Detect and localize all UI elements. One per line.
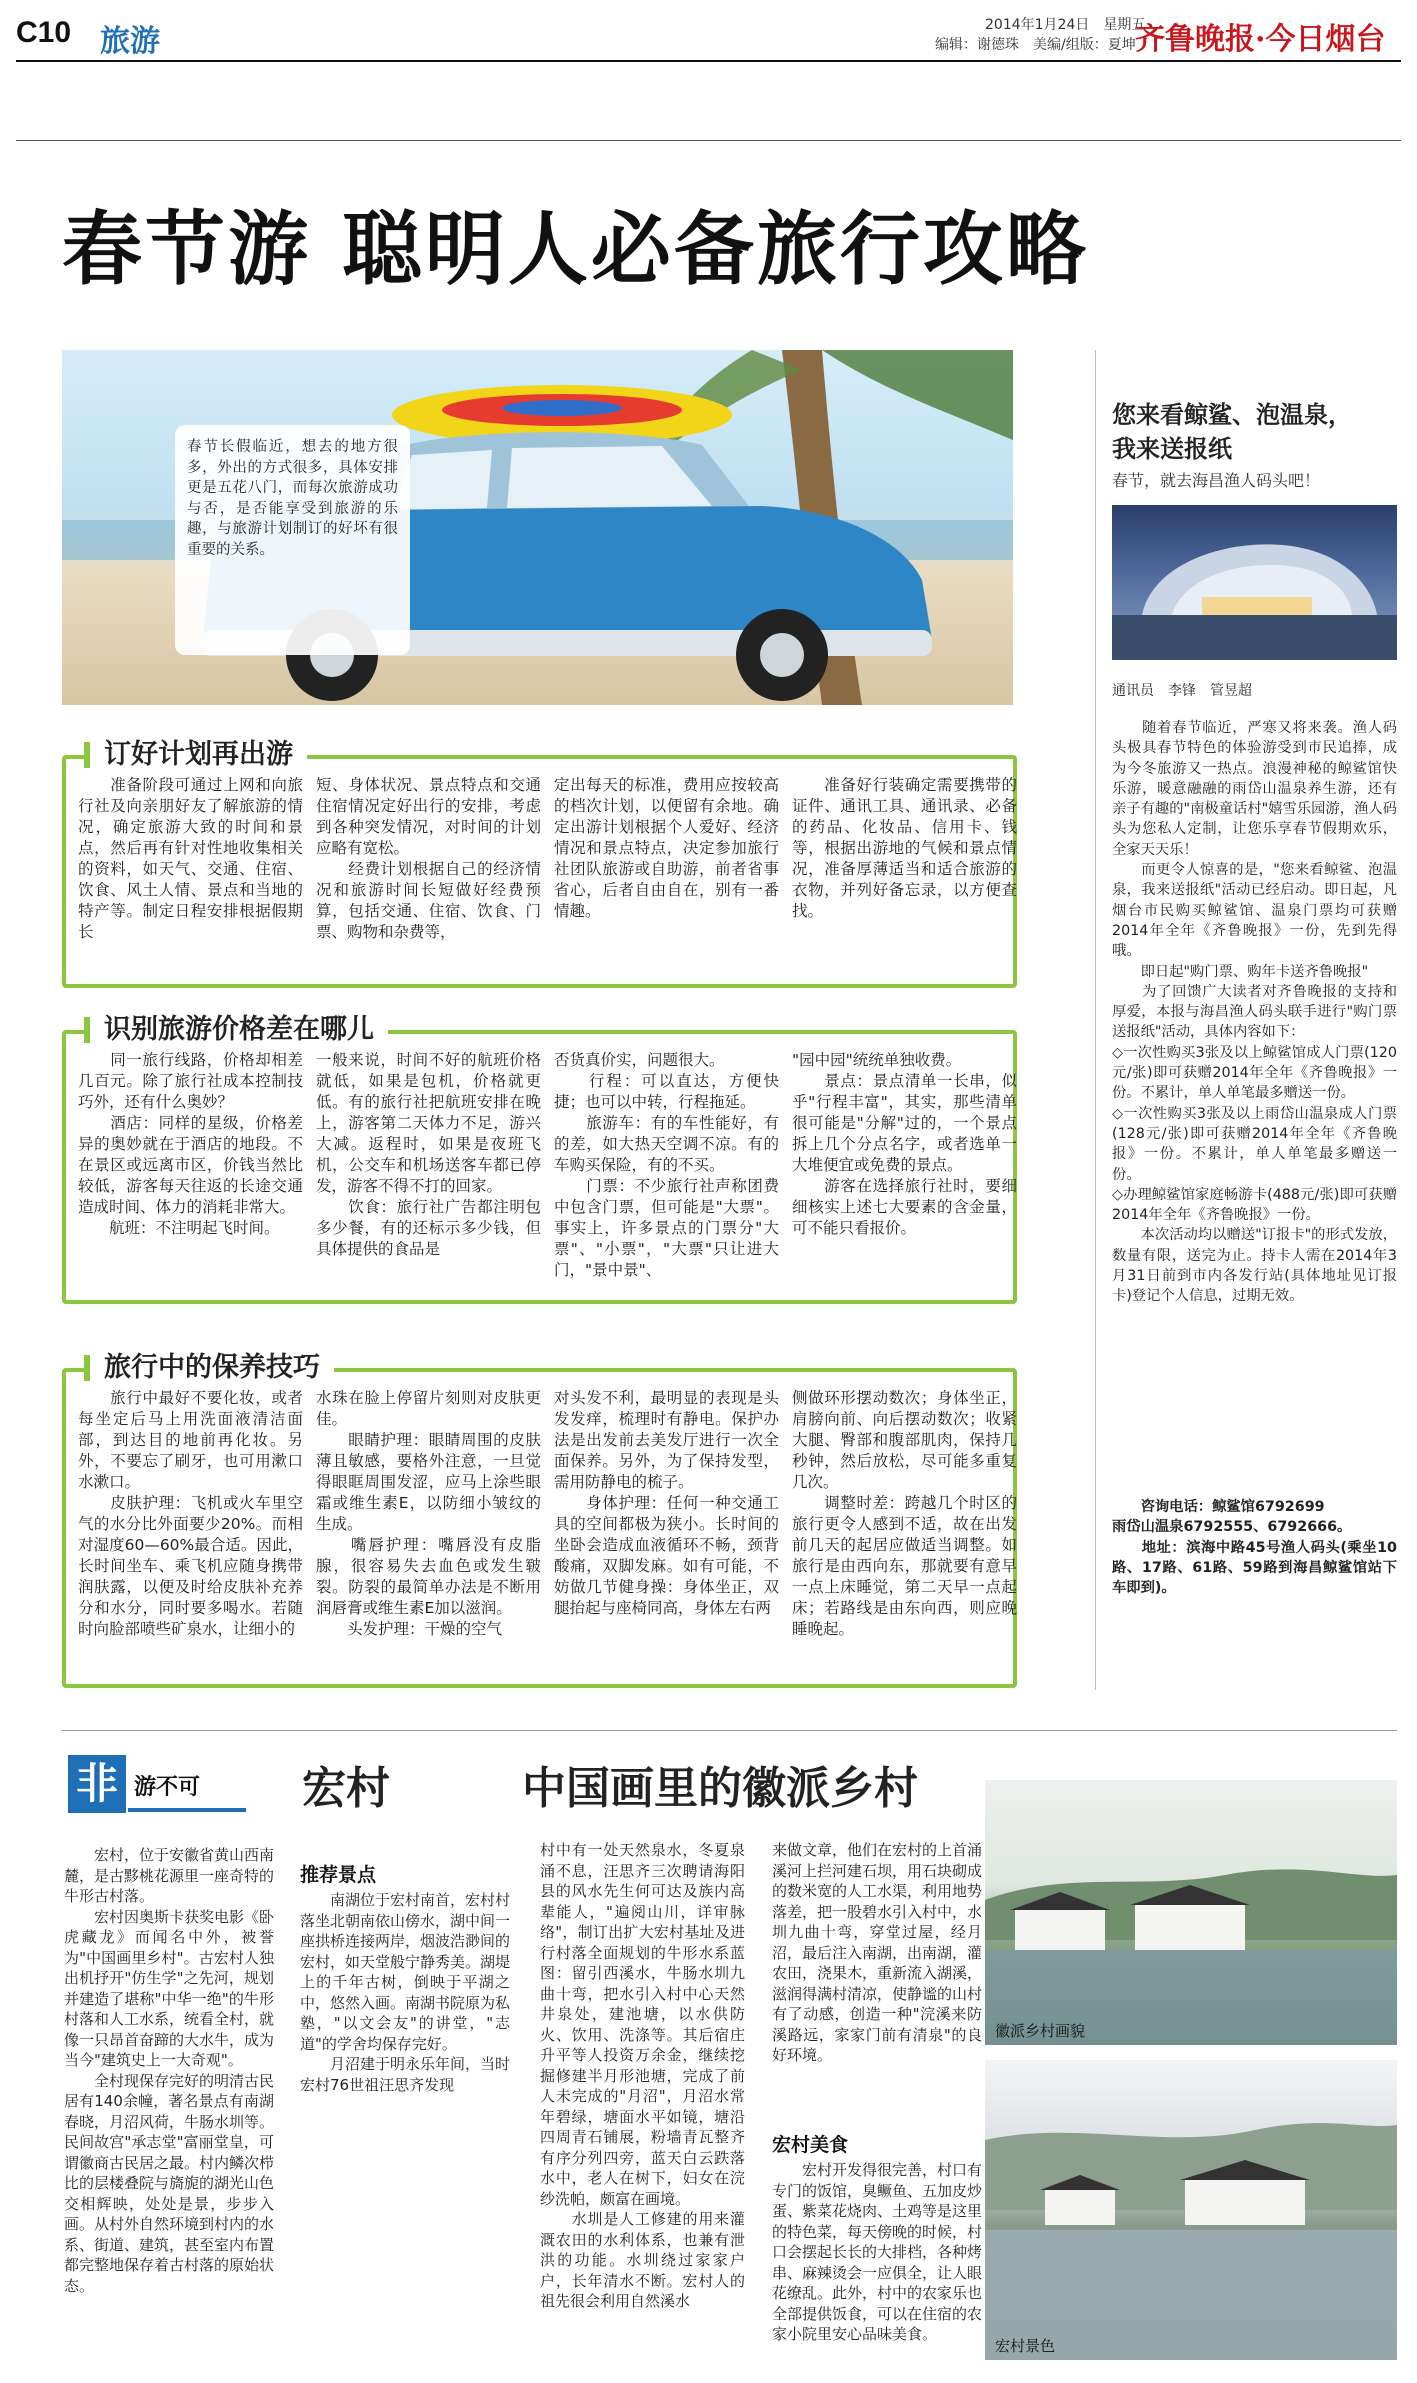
- caption-2: 宏村景色: [995, 2337, 1056, 2355]
- section-name: 旅游: [100, 24, 160, 59]
- s3-col-3: 对头发不利，最明显的表现是头发发痒，梳理时有静电。保护办法是出发前去美发厅进行一次全面保养。另外，为了保持发型，需用防静电的梳子。 身体护理：任何一种交通工具的空间都极为狭小。长时间的坐卧会造成血液循环不畅，颈背酸痛，双脚发麻。如有可能，不妨做几节健身操：身体坐正，双腿抬起与座椅同高，身体左右两: [554, 1389, 779, 1617]
- village-illustration-1: [985, 1780, 1397, 2045]
- editor-credits: 编辑：谢德珠 美编/组版：夏坤: [935, 37, 1136, 53]
- page-number: C10: [16, 16, 72, 49]
- badge-non: 非: [68, 1755, 126, 1813]
- bottom-title-b: 中国画里的徽派乡村: [522, 1763, 918, 1814]
- hongcun-col-2: 南湖位于宏村南首，宏村村落坐北朝南依山傍水，湖中间一座拱桥连接两岸，烟波浩渺间的宏村，如天堂般宁静秀美。湖堤上的千年古树，倒映于平湖之中，悠然入画。南湖书院原为私塾，"以文会友"的讲堂，"志道"的学舍均保存完好。 月沼建于明永乐年间，当时宏村76世祖汪思齐发现: [300, 1891, 511, 2094]
- intro-box: [175, 425, 410, 655]
- village-photo-1: [985, 1780, 1397, 2045]
- village-photo-2: [985, 2060, 1397, 2360]
- s2-col-4: "园中园"统统单独收费。 景点：景点清单一长串，似乎"行程丰富"，其实，那些清单很可能是"分解"过的，一个景点拆上几个分点名字，或者选单一大堆便宜或免费的景点。 游客在选择旅行社时，要细细核实上述七大要素的含金量，可不能只看报价。: [792, 1051, 1017, 1237]
- caption-1: 徽派乡村画貌: [995, 2022, 1086, 2040]
- s2-col-3: 否货真价实，问题很大。 行程：可以直达，方便快捷；也可以中转，行程拖延。 旅游车：有的车性能好，有的差，如大热天空调不凉。有的车购买保险，有的不买。 门票：不少旅行社声称团费中包含门票，但可能是"大票"。事实上，许多景点的门票分"大票"、"小票"，"大票"只让进大门，"景中景"、: [554, 1051, 779, 1279]
- badge-underline: [128, 1808, 246, 1812]
- village-illustration-2: [985, 2060, 1397, 2360]
- section-price-box: [62, 1030, 1017, 1304]
- badge-text: 游不可: [134, 1775, 201, 1800]
- section-plan-title: 订好计划再出游: [90, 738, 307, 772]
- s2-col-1: 同一旅行线路，价格却相差几百元。除了旅行社成本控制技巧外，还有什么奥妙？ 酒店：同样的星级，价格差异的奥妙就在于酒店的地段。不在景区或远离市区，价钱当然比较低，游客每天往返的长途交通造成时间、体力的消耗非常大。 航班：不注明起飞时间。: [78, 1051, 303, 1237]
- hongcun-col-4b: 宏村开发得很完善，村口有专门的饭馆，臭鳜鱼、五加皮炒蛋、紫菜花烧肉、土鸡等是这里的特色菜，每天傍晚的时候，村口会摆起长长的大排档，各种烤串、麻辣烫会一应俱全，让人眼花缭乱。此外，村中的农家乐也全部提供饭食，可以在住宿的农家小院里安心品味美食。: [772, 2161, 983, 2343]
- right-byline: 通讯员 李锋 管昱超: [1112, 683, 1252, 699]
- s1-col-3: 定出每天的标准，费用应按较高的档次计划，以便留有余地。确定出游计划根据个人爱好、经济情况和景点特点，决定参加旅行社团队旅游或自助游，前者省事省心，后者自由自在，别有一番情趣。: [554, 776, 779, 920]
- s3-col-4: 侧做环形摆动数次；身体坐正，肩膀向前、向后摆动数次；收紧大腿、臀部和腹部肌肉，保持几秒钟，然后放松，尽可能多重复几次。 调整时差：跨越几个时区的旅行更令人感到不适，故在出发前几天的起居应做适当调整。如旅行是由西向东，那就要有意早一点上床睡觉，第二天早一点起床；若路线是由东向西，则应晚睡晚起。: [792, 1389, 1017, 1638]
- issue-date: 2014年1月24日 星期五: [985, 17, 1146, 33]
- s1-col-2: 短、身体状况、景点特点和交通住宿情况定好出行的安排，考虑到各种突发情况，对时间的计划应略有宽松。 经费计划根据自己的经济情况和旅游时间长短做好经费预算，包括交通、住宿、饮食、门票、购物和杂费等，: [316, 776, 541, 941]
- right-contact-info: 咨询电话：鲸鲨馆6792699 雨岱山温泉6792555、6792666。 地址：滨海中路45号渔人码头(乘坐10路、17路、61路、59路到海昌鲸鲨馆站下车即到)。: [1112, 1499, 1397, 1597]
- brand-logo: 齐鲁晚报·今日烟台: [1135, 22, 1386, 57]
- bottom-rule: [62, 1730, 1397, 1731]
- right-divider: [1095, 350, 1096, 1690]
- right-article-title: 您来看鲸鲨、泡温泉，我来送报纸: [1112, 401, 1352, 463]
- section-price-title: 识别旅游价格差在哪儿: [90, 1013, 388, 1047]
- right-article-body: 随着春节临近，严寒又将来袭。渔人码头极具春节特色的体验游受到市民追捧，成为今冬旅游又一热点。浪漫神秘的鲸鲨馆快乐游，暖意融融的雨岱山温泉养生游，还有亲子有趣的"南极童话村"嬉雪乐园游，渔人码头为您私人定制，让您乐享春节假期欢乐，全家天天乐！ 而更令人惊喜的是，"您来看鲸鲨、泡温泉，我来送报纸"活动已经启动。即日起，凡烟台市民购买鲸鲨馆、温泉门票均可获赠2014年全年《齐鲁晚报》一份，先到先得哦。 即日起"购门票、购年卡送齐鲁晚报" 为了回馈广大读者对齐鲁晚报的支持和厚爱，本报与海昌渔人码头联手进行"购门票送报纸"活动，具体内容如下： ◇一次性购买3张及以上鲸鲨馆成人门票(120元/张)即可获赠2014年全年《齐鲁晚报》一份。不累计，单人单笔最多赠送一份。 ◇一次性购买3张及以上雨岱山温泉成人门票(128元/张)即可获赠2014年全年《齐鲁晚报》一份。不累计，单人单笔最多赠送一份。 ◇办理鲸鲨馆家庭畅游卡(488元/张)即可获赠2014年全年《齐鲁晚报》一份。 本次活动均以赠送"订报卡"的形式发放，数量有限，送完为止。持卡人需在2014年3月31日前到市内各发行站(具体地址见订报卡)登记个人信息，过期无效。: [1112, 720, 1397, 1305]
- hongcun-food-head: 宏村美食: [772, 2134, 849, 2156]
- bottom-title-a: 宏村: [302, 1763, 390, 1814]
- s1-col-1: 准备阶段可通过上网和向旅行社及向亲朋好友了解旅游的情况，确定旅游大致的时间和景点，然后再有针对性地收集相关的资料，如天气、交通、住宿、饮食、风土人情、景点和当地的特产等。制定日程安排根据假期长: [78, 776, 303, 941]
- s2-col-2: 一般来说，时间不好的航班价格就低，如果是包机，价格就更低。有的旅行社把航班安排在晚上，游客第二天体力不足，游兴大减。返程时，如果是夜班飞机，公交车和机场送客车都已停发，游客不得不打的回家。 饮食：旅行社广告都注明包多少餐，有的还标示多少钱，但具体提供的食品是: [316, 1051, 541, 1258]
- hongcun-col-4: 来做文章，他们在宏村的上首涌溪河上拦河建石坝，用石块砌成的数米宽的人工水渠，利用地势落差，把一股碧水引入村中，水圳九曲十弯，穿堂过屋，经月沼，最后注入南湖，出南湖，灌农田，浇果木，重新流入湖溪，滋润得满村清凉，使静谧的山村有了动感，创造一种"浣溪来防溪路远，家家门前有清泉"的良好环境。: [772, 1841, 983, 2064]
- section-plan-box: [62, 755, 1017, 988]
- s3-col-1: 旅行中最好不要化妆，或者每坐定后马上用洗面液清洁面部，到达目的地前再化妆。另外，不要忘了刷牙，也可用漱口水漱口。 皮肤护理：飞机或火车里空气的水分比外面要少20%。而相对湿度60—60%最合适。因此，长时间坐车、乘飞机应随身携带润肤露，以便及时给皮肤补充养分和水分，同时要多喝水。若随时向脸部喷些矿泉水，让细小的: [78, 1389, 303, 1638]
- aquarium-photo: [1112, 505, 1397, 660]
- section-care-title: 旅行中的保养技巧: [90, 1351, 334, 1385]
- s3-col-2: 水珠在脸上停留片刻则对皮肤更佳。 眼睛护理：眼睛周围的皮肤薄且敏感，要格外注意，一旦觉得眼眶周围发涩，应马上涂些眼霜或维生素E，以防细小皱纹的生成。 嘴唇护理：嘴唇没有皮脂腺，很容易失去血色或发生皲裂。防裂的最简单办法是不断用润唇膏或维生素E加以滋润。 头发护理：干燥的空气: [316, 1389, 541, 1638]
- page-headline: 春节游 聪明人必备旅行攻略: [62, 203, 1089, 296]
- hongcun-col-2-head: 推荐景点: [300, 1864, 377, 1886]
- intro-text: 春节长假临近，想去的地方很多，外出的方式很多，具体安排更是五花八门，而每次旅游成功与否，是否能享受到旅游的乐趣，与旅游计划制订的好坏有很重要的关系。: [187, 439, 398, 558]
- header-rule-thin: [16, 140, 1401, 141]
- section-care-box: [62, 1368, 1017, 1688]
- right-article-subtitle: 春节，就去海昌渔人码头吧！: [1112, 471, 1321, 490]
- hongcun-col-1: 宏村，位于安徽省黄山西南麓，是古黟桃花源里一座奇特的牛形古村落。 宏村因奥斯卡获奖电影《卧虎藏龙》而闻名中外，被誉为"中国画里乡村"。古宏村人独出机抒开"仿生学"之先河，规划并建造了堪称"中华一绝"的牛形村落和人工水系，统看全村，就像一只昂首奋蹄的大水牛，成为当今"建筑史上一大奇观"。 全村现保存完好的明清古民居有140余幢，著名景点有南湖春晓，月沼风荷，牛肠水圳等。民间故宫"承志堂"富丽堂皇，可谓徽商古民居之最。村内鳞次栉比的层楼叠院与旖旎的湖光山色交相辉映，处处是景，步步入画。从村外自然环境到村内的水系、街道、建筑，甚至室内布置都完整地保存着古村落的原始状态。: [64, 1846, 275, 2295]
- s1-col-4: 准备好行装确定需要携带的证件、通讯工具、通讯录、必备的药品、化妆品、信用卡、钱等，根据出游地的气候和景点情况，准备厚薄适当和适合旅游的衣物，并列好备忘录，以方便查找。: [792, 776, 1017, 920]
- hongcun-col-3: 村中有一处天然泉水，冬夏泉涌不息，汪思齐三次聘请海阳县的风水先生何可达及族内高辈能人，"遍阅山川，详审脉络"，制订出扩大宏村基址及进行村落全面规划的牛形水系蓝图：留引西溪水，牛肠水圳九曲十弯，把水引入村中心天然井泉处，建池塘，以水供防火、饮用、洗涤等。其后宿庄升平等人投资万余金，继续挖掘修建半月形池塘，完成了前人未完成的"月沼"，月沼水常年碧绿，塘面水平如镜，塘沿四周青石铺展，粉墙青瓦整齐有序分列四旁，蓝天白云跌落水中，老人在树下，妇女在浣纱洗帕，颇富在画境。 水圳是人工修建的用来灌溉农田的水利体系，也兼有泄洪的功能。水圳绕过家家户户，长年清水不断。宏村人的祖先很会利用自然溪水: [540, 1841, 745, 2310]
- aquarium-building-illustration: [1112, 505, 1397, 660]
- header-rule: [16, 60, 1401, 62]
